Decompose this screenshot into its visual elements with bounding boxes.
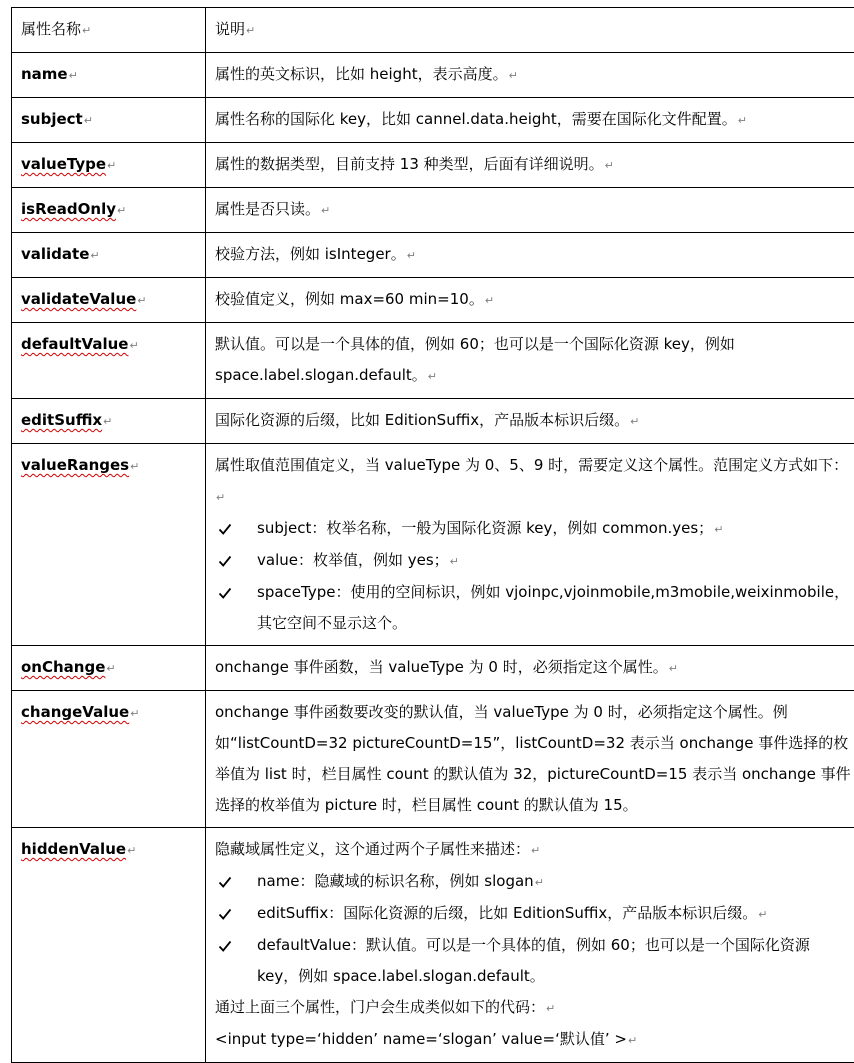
property-name-cell: [12, 828, 206, 1063]
paragraph-mark: ↵: [246, 24, 255, 37]
property-desc: [215, 450, 853, 513]
property-desc: 国际化资源的后缀，比如 EditionSuffix，产品版本标识后缀。: [215, 411, 629, 429]
list-item: [215, 545, 853, 577]
property-name-cell: [12, 444, 206, 646]
list-item: [215, 577, 853, 639]
paragraph-mark: ↵: [90, 249, 99, 262]
paragraph-mark: ↵: [130, 460, 139, 473]
list-item: [215, 930, 853, 992]
table-row: [12, 53, 854, 98]
paragraph-mark: ↵: [450, 555, 459, 568]
paragraph-mark: ↵: [758, 908, 767, 921]
property-name: name: [21, 65, 68, 83]
property-desc: onchange 事件函数要改变的默认值，当 valueType 为 0 时，必须指定这个属性。例如“listCountD=32 pictureCountD=15”，listCountD=32 表示当 onchange 事件选择的枚举值为 list 时，栏目属性 count 的默认值为 32，pictureCountD=15 表示当 onchange 事件选择的枚举值为 picture 时，栏目属性 count 的默认值为 15。: [215, 703, 851, 814]
paragraph-mark: ↵: [407, 249, 416, 262]
property-desc-cell: [206, 444, 854, 646]
after-text-line: 通过上面三个属性，门户会生成类似如下的代码：: [215, 998, 545, 1016]
property-name: validateValue: [21, 290, 136, 308]
header-label-desc: 说明: [215, 20, 245, 38]
list-item-text: name：隐藏域的标识名称，例如 slogan: [257, 872, 534, 890]
property-desc-cell: [206, 143, 854, 188]
property-name-cell: [12, 646, 206, 691]
header-cell-name: [12, 8, 206, 53]
property-name-cell: [12, 323, 206, 399]
property-desc-cell: [206, 188, 854, 233]
property-name: hiddenValue: [21, 840, 126, 858]
property-desc: 属性的英文标识，比如 height，表示高度。: [215, 65, 508, 83]
paragraph-mark: ↵: [605, 159, 614, 172]
paragraph-mark: ↵: [107, 159, 116, 172]
property-desc: 校验方法，例如 isInteger。: [215, 245, 406, 263]
table-row: [12, 323, 854, 399]
property-desc-cell: [206, 828, 854, 1063]
property-name: validate: [21, 245, 89, 263]
property-name: onChange: [21, 658, 105, 676]
property-desc: 属性的数据类型，目前支持 13 种类型，后面有详细说明。: [215, 155, 604, 173]
paragraph-mark: ↵: [485, 294, 494, 307]
after-text: [215, 992, 853, 1024]
paragraph-mark: ↵: [714, 523, 723, 536]
property-desc-cell: [206, 278, 854, 323]
list-item-text: editSuffix：国际化资源的后缀，比如 EditionSuffix，产品版本标识后缀。: [257, 904, 757, 922]
table-header-row: [12, 8, 854, 53]
paragraph-mark: ↵: [738, 114, 747, 127]
property-name: changeValue: [21, 703, 129, 721]
property-desc-cell: [206, 691, 854, 828]
property-name-cell: [12, 53, 206, 98]
paragraph-mark: ↵: [69, 69, 78, 82]
table-row: [12, 399, 854, 444]
property-desc-cell: [206, 399, 854, 444]
table-row: [12, 98, 854, 143]
paragraph-mark: ↵: [117, 204, 126, 217]
property-name-cell: [12, 278, 206, 323]
table-row: [12, 188, 854, 233]
paragraph-mark: ↵: [129, 339, 138, 352]
property-desc-cell: [206, 53, 854, 98]
paragraph-mark: ↵: [669, 662, 678, 675]
property-desc-cell: [206, 233, 854, 278]
property-name: editSuffix: [21, 411, 102, 429]
table-row: [12, 143, 854, 188]
list-item-text: spaceType：使用的空间标识，例如 vjoinpc,vjoinmobile,m3mobile,weixinmobile，其它空间不显示这个。: [257, 583, 849, 632]
property-desc: 属性名称的国际化 key，比如 cannel.data.height，需要在国际化文件配置。: [215, 110, 737, 128]
table-row: [12, 646, 854, 691]
check-icon: [218, 866, 238, 897]
property-desc: 属性是否只读。: [215, 200, 320, 218]
property-name-cell: [12, 399, 206, 444]
property-desc: onchange 事件函数，当 valueType 为 0 时，必须指定这个属性。: [215, 658, 668, 676]
check-icon: [218, 930, 238, 961]
code-sample: [215, 1024, 853, 1056]
paragraph-mark: ↵: [630, 415, 639, 428]
code-sample-text: <input type=‘hidden’ name=‘slogan’ value=‘默认值’ >: [215, 1030, 627, 1048]
check-icon: [218, 577, 238, 608]
desc-text: 属性取值范围值定义，当 valueType 为 0、5、9 时，需要定义这个属性。范围定义方式如下：: [215, 456, 848, 474]
paragraph-mark: ↵: [535, 876, 544, 889]
paragraph-mark: ↵: [106, 662, 115, 675]
paragraph-mark: ↵: [216, 491, 225, 504]
table-row: [12, 278, 854, 323]
table-row: [12, 691, 854, 828]
list-item-text: subject：枚举名称，一般为国际化资源 key，例如 common.yes；: [257, 519, 713, 537]
property-name: isReadOnly: [21, 200, 116, 218]
property-desc-cell: [206, 323, 854, 399]
paragraph-mark: ↵: [127, 844, 136, 857]
property-desc-cell: [206, 646, 854, 691]
property-desc: 默认值。可以是一个具体的值，例如 60；也可以是一个国际化资源 key，例如 space.label.slogan.default。: [215, 335, 735, 384]
property-name-cell: [12, 143, 206, 188]
paragraph-mark: ↵: [82, 24, 91, 37]
check-icon: [218, 898, 238, 929]
paragraph-mark: ↵: [546, 1002, 555, 1015]
paragraph-mark: ↵: [509, 69, 518, 82]
list-item: [215, 866, 853, 898]
header-label-name: 属性名称: [21, 20, 81, 38]
property-name-cell: [12, 98, 206, 143]
paragraph-mark: ↵: [628, 1034, 637, 1047]
property-desc-cell: [206, 98, 854, 143]
list-item-text: value：枚举值，例如 yes；: [257, 551, 449, 569]
table-row: [12, 233, 854, 278]
property-name: valueRanges: [21, 456, 129, 474]
property-name-cell: [12, 188, 206, 233]
property-name: defaultValue: [21, 335, 128, 353]
paragraph-mark: ↵: [321, 204, 330, 217]
header-cell-desc: [206, 8, 854, 53]
paragraph-mark: ↵: [428, 370, 437, 383]
property-desc: 校验值定义，例如 max=60 min=10。: [215, 290, 484, 308]
property-table: [11, 7, 854, 1063]
property-name-cell: [12, 691, 206, 828]
desc-text: 隐藏域属性定义，这个通过两个子属性来描述：: [215, 840, 530, 858]
paragraph-mark: ↵: [130, 707, 139, 720]
table-row: [12, 444, 854, 646]
property-name-cell: [12, 233, 206, 278]
paragraph-mark: ↵: [103, 415, 112, 428]
list-item: [215, 898, 853, 930]
check-icon: [218, 545, 238, 576]
list-item-text: defaultValue：默认值。可以是一个具体的值，例如 60；也可以是一个国际化资源 key，例如 space.label.slogan.default。: [257, 936, 810, 985]
property-desc: [215, 834, 853, 866]
table-row: [12, 828, 854, 1063]
paragraph-mark: ↵: [137, 294, 146, 307]
paragraph-mark: ↵: [84, 114, 93, 127]
list-item: [215, 513, 853, 545]
check-icon: [218, 513, 238, 544]
property-name: valueType: [21, 155, 106, 173]
paragraph-mark: ↵: [531, 844, 540, 857]
property-name: subject: [21, 110, 83, 128]
